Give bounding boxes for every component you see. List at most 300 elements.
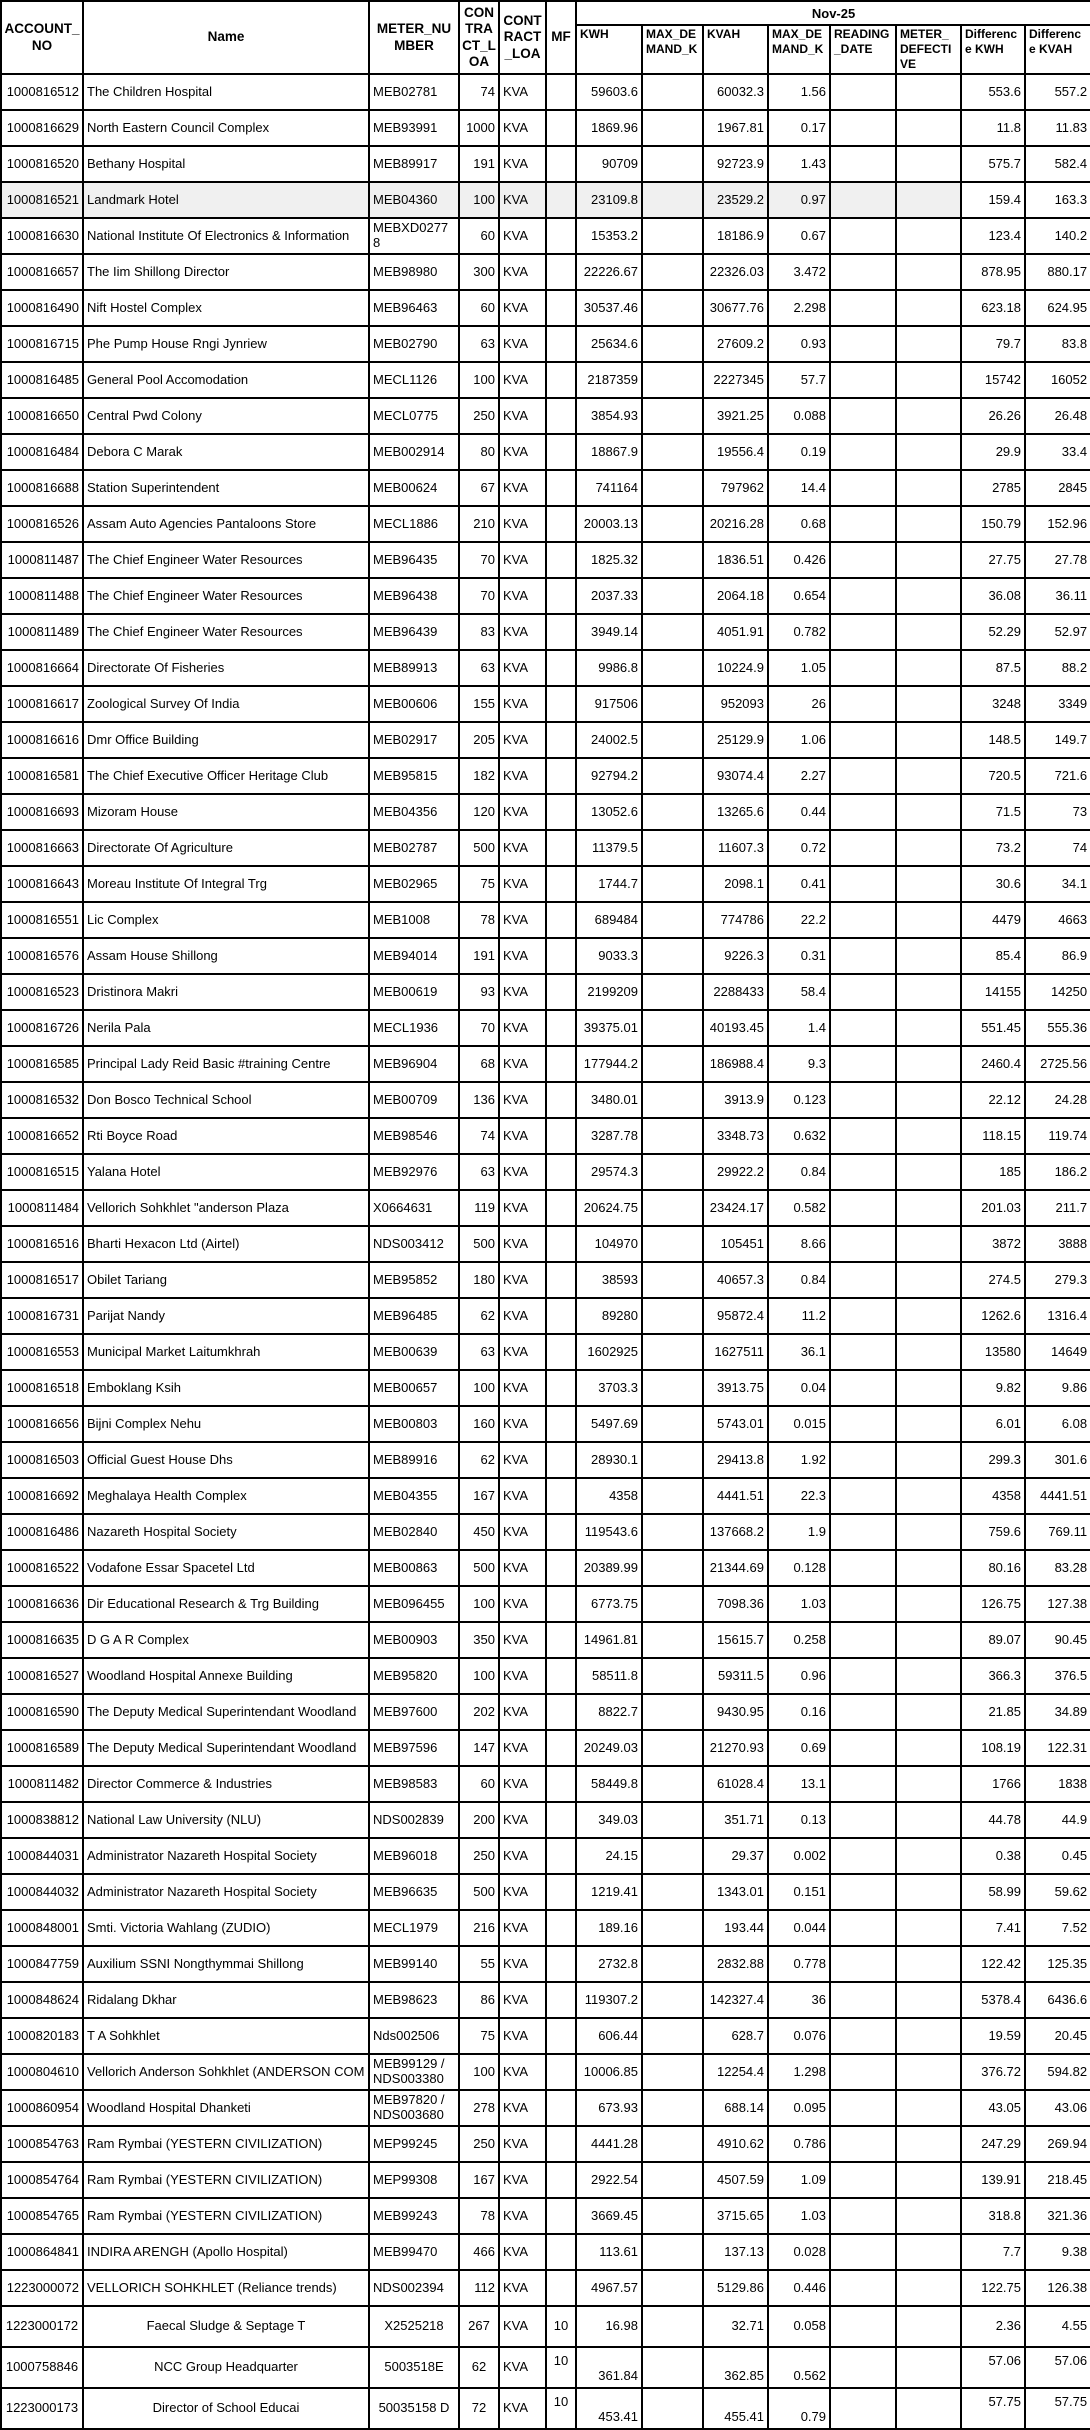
cell-reading-date[interactable] xyxy=(830,218,896,254)
cell-max-demand-1[interactable] xyxy=(642,794,703,830)
cell-contract-load[interactable]: 70 xyxy=(459,1010,499,1046)
cell-name[interactable]: Woodland Hospital Dhanketi xyxy=(83,2090,369,2126)
cell-contract-unit[interactable]: KVA xyxy=(499,1298,546,1334)
cell-name[interactable]: Faecal Sludge & Septage T xyxy=(83,2306,369,2347)
cell-meter-defective[interactable] xyxy=(896,1298,961,1334)
cell-reading-date[interactable] xyxy=(830,1586,896,1622)
cell-meter-defective[interactable] xyxy=(896,1550,961,1586)
cell-contract-unit[interactable]: KVA xyxy=(499,2018,546,2054)
cell-meter[interactable]: MEB99140 xyxy=(369,1946,459,1982)
cell-difference-kwh[interactable]: 87.5 xyxy=(961,650,1025,686)
cell-difference-kwh[interactable]: 720.5 xyxy=(961,758,1025,794)
cell-max-demand-2[interactable]: 1.9 xyxy=(768,1514,830,1550)
cell-contract-load[interactable]: 100 xyxy=(459,1370,499,1406)
cell-kvah[interactable]: 4051.91 xyxy=(703,614,768,650)
cell-mf[interactable] xyxy=(546,758,576,794)
cell-reading-date[interactable] xyxy=(830,434,896,470)
cell-kwh[interactable]: 20389.99 xyxy=(576,1550,642,1586)
cell-max-demand-2[interactable]: 1.56 xyxy=(768,74,830,110)
cell-contract-unit[interactable]: KVA xyxy=(499,2162,546,2198)
cell-account[interactable]: 1000816526 xyxy=(1,506,83,542)
cell-meter[interactable]: MECL1979 xyxy=(369,1910,459,1946)
cell-difference-kvah[interactable]: 321.36 xyxy=(1025,2198,1090,2234)
cell-meter[interactable]: NDS003412 xyxy=(369,1226,459,1262)
cell-meter[interactable]: 50035158 D xyxy=(369,2388,459,2429)
cell-reading-date[interactable] xyxy=(830,182,896,218)
cell-account[interactable]: 1000847759 xyxy=(1,1946,83,1982)
cell-max-demand-1[interactable] xyxy=(642,614,703,650)
cell-difference-kwh[interactable]: 553.6 xyxy=(961,74,1025,110)
cell-account[interactable]: 1000816520 xyxy=(1,146,83,182)
cell-reading-date[interactable] xyxy=(830,722,896,758)
cell-name[interactable]: T A Sohkhlet xyxy=(83,2018,369,2054)
cell-reading-date[interactable] xyxy=(830,1298,896,1334)
cell-mf[interactable]: 10 xyxy=(546,2388,576,2429)
cell-kwh[interactable]: 23109.8 xyxy=(576,182,642,218)
cell-meter[interactable]: MEB02787 xyxy=(369,830,459,866)
cell-max-demand-2[interactable]: 0.028 xyxy=(768,2234,830,2270)
cell-contract-unit[interactable]: KVA xyxy=(499,1766,546,1802)
cell-meter-defective[interactable] xyxy=(896,1046,961,1082)
cell-difference-kwh[interactable]: 4479 xyxy=(961,902,1025,938)
cell-reading-date[interactable] xyxy=(830,254,896,290)
cell-reading-date[interactable] xyxy=(830,1694,896,1730)
cell-difference-kwh[interactable]: 274.5 xyxy=(961,1262,1025,1298)
cell-difference-kvah[interactable]: 122.31 xyxy=(1025,1730,1090,1766)
cell-reading-date[interactable] xyxy=(830,146,896,182)
cell-name[interactable]: Nift Hostel Complex xyxy=(83,290,369,326)
cell-mf[interactable] xyxy=(546,2126,576,2162)
cell-max-demand-2[interactable]: 1.4 xyxy=(768,1010,830,1046)
cell-name[interactable]: Smti. Victoria Wahlang (ZUDIO) xyxy=(83,1910,369,1946)
cell-difference-kwh[interactable]: 26.26 xyxy=(961,398,1025,434)
cell-mf[interactable] xyxy=(546,650,576,686)
cell-kwh[interactable]: 39375.01 xyxy=(576,1010,642,1046)
cell-meter[interactable]: MEB98980 xyxy=(369,254,459,290)
cell-difference-kvah[interactable]: 211.7 xyxy=(1025,1190,1090,1226)
cell-mf[interactable] xyxy=(546,1046,576,1082)
cell-difference-kwh[interactable]: 7.41 xyxy=(961,1910,1025,1946)
cell-max-demand-2[interactable]: 0.44 xyxy=(768,794,830,830)
col-subheader-kwh[interactable]: KWH xyxy=(576,25,642,74)
cell-meter[interactable]: NDS002839 xyxy=(369,1802,459,1838)
cell-kvah[interactable]: 952093 xyxy=(703,686,768,722)
cell-difference-kwh[interactable]: 247.29 xyxy=(961,2126,1025,2162)
cell-name[interactable]: Obilet Tariang xyxy=(83,1262,369,1298)
cell-max-demand-2[interactable]: 0.96 xyxy=(768,1658,830,1694)
cell-meter-defective[interactable] xyxy=(896,830,961,866)
cell-kwh[interactable]: 20003.13 xyxy=(576,506,642,542)
cell-account[interactable]: 1000816636 xyxy=(1,1586,83,1622)
cell-difference-kvah[interactable]: 624.95 xyxy=(1025,290,1090,326)
cell-contract-load[interactable]: 210 xyxy=(459,506,499,542)
cell-contract-load[interactable]: 500 xyxy=(459,830,499,866)
cell-max-demand-1[interactable] xyxy=(642,1478,703,1514)
cell-name[interactable]: The Chief Engineer Water Resources xyxy=(83,578,369,614)
cell-kwh[interactable]: 673.93 xyxy=(576,2090,642,2126)
cell-contract-unit[interactable]: KVA xyxy=(499,362,546,398)
cell-meter-defective[interactable] xyxy=(896,902,961,938)
cell-max-demand-2[interactable]: 1.298 xyxy=(768,2054,830,2090)
cell-max-demand-2[interactable]: 0.446 xyxy=(768,2270,830,2306)
cell-meter-defective[interactable] xyxy=(896,2270,961,2306)
cell-reading-date[interactable] xyxy=(830,1334,896,1370)
cell-kwh[interactable]: 30537.46 xyxy=(576,290,642,326)
cell-difference-kwh[interactable]: 2460.4 xyxy=(961,1046,1025,1082)
cell-kvah[interactable]: 1967.81 xyxy=(703,110,768,146)
cell-meter[interactable]: MEB1008 xyxy=(369,902,459,938)
cell-account[interactable]: 1000758846 xyxy=(1,2347,83,2388)
cell-difference-kvah[interactable]: 880.17 xyxy=(1025,254,1090,290)
cell-kvah[interactable]: 4910.62 xyxy=(703,2126,768,2162)
cell-contract-unit[interactable]: KVA xyxy=(499,1370,546,1406)
cell-meter[interactable]: MEB96635 xyxy=(369,1874,459,1910)
cell-meter[interactable]: MEB99470 xyxy=(369,2234,459,2270)
cell-kwh[interactable]: 5497.69 xyxy=(576,1406,642,1442)
cell-difference-kwh[interactable]: 575.7 xyxy=(961,146,1025,182)
cell-contract-unit[interactable]: KVA xyxy=(499,2054,546,2090)
cell-mf[interactable] xyxy=(546,1874,576,1910)
cell-account[interactable]: 1000816616 xyxy=(1,722,83,758)
cell-kwh[interactable]: 2037.33 xyxy=(576,578,642,614)
cell-contract-unit[interactable]: KVA xyxy=(499,1550,546,1586)
cell-meter-defective[interactable] xyxy=(896,1514,961,1550)
cell-difference-kwh[interactable]: 1262.6 xyxy=(961,1298,1025,1334)
cell-meter-defective[interactable] xyxy=(896,1838,961,1874)
cell-max-demand-2[interactable]: 0.84 xyxy=(768,1154,830,1190)
cell-contract-load[interactable]: 78 xyxy=(459,902,499,938)
cell-difference-kvah[interactable]: 119.74 xyxy=(1025,1118,1090,1154)
cell-kwh[interactable]: 89280 xyxy=(576,1298,642,1334)
cell-contract-load[interactable]: 60 xyxy=(459,290,499,326)
col-subheader-meter-defective[interactable]: METER_DEFECTIVE xyxy=(896,25,961,74)
cell-max-demand-2[interactable]: 0.97 xyxy=(768,182,830,218)
cell-name[interactable]: Woodland Hospital Annexe Building xyxy=(83,1658,369,1694)
cell-difference-kwh[interactable]: 122.75 xyxy=(961,2270,1025,2306)
cell-difference-kvah[interactable]: 3349 xyxy=(1025,686,1090,722)
cell-account[interactable]: 1000816715 xyxy=(1,326,83,362)
cell-max-demand-2[interactable]: 0.16 xyxy=(768,1694,830,1730)
cell-meter-defective[interactable] xyxy=(896,254,961,290)
cell-contract-load[interactable]: 500 xyxy=(459,1550,499,1586)
cell-max-demand-2[interactable]: 0.562 xyxy=(768,2347,830,2388)
cell-kvah[interactable]: 3715.65 xyxy=(703,2198,768,2234)
cell-max-demand-2[interactable]: 0.778 xyxy=(768,1946,830,1982)
cell-meter[interactable]: MEB96018 xyxy=(369,1838,459,1874)
cell-contract-unit[interactable]: KVA xyxy=(499,1694,546,1730)
cell-reading-date[interactable] xyxy=(830,2162,896,2198)
cell-difference-kvah[interactable]: 14649 xyxy=(1025,1334,1090,1370)
cell-account[interactable]: 1000811487 xyxy=(1,542,83,578)
cell-reading-date[interactable] xyxy=(830,1910,896,1946)
cell-kwh[interactable]: 92794.2 xyxy=(576,758,642,794)
cell-kwh[interactable]: 24002.5 xyxy=(576,722,642,758)
cell-reading-date[interactable] xyxy=(830,1226,896,1262)
cell-name[interactable]: Ram Rymbai (YESTERN CIVILIZATION) xyxy=(83,2126,369,2162)
cell-account[interactable]: 1000848624 xyxy=(1,1982,83,2018)
cell-account[interactable]: 1000848001 xyxy=(1,1910,83,1946)
cell-account[interactable]: 1000811489 xyxy=(1,614,83,650)
cell-reading-date[interactable] xyxy=(830,758,896,794)
cell-kvah[interactable]: 137668.2 xyxy=(703,1514,768,1550)
col-subheader-reading-date[interactable]: READING_DATE xyxy=(830,25,896,74)
cell-kwh[interactable]: 4967.57 xyxy=(576,2270,642,2306)
cell-difference-kvah[interactable]: 582.4 xyxy=(1025,146,1090,182)
cell-kwh[interactable]: 13052.6 xyxy=(576,794,642,830)
cell-kvah[interactable]: 29.37 xyxy=(703,1838,768,1874)
cell-contract-load[interactable]: 300 xyxy=(459,254,499,290)
cell-difference-kwh[interactable]: 58.99 xyxy=(961,1874,1025,1910)
cell-max-demand-1[interactable] xyxy=(642,542,703,578)
cell-kwh[interactable]: 58449.8 xyxy=(576,1766,642,1802)
cell-max-demand-2[interactable]: 3.472 xyxy=(768,254,830,290)
cell-max-demand-2[interactable]: 0.632 xyxy=(768,1118,830,1154)
cell-contract-unit[interactable]: KVA xyxy=(499,2306,546,2347)
cell-contract-load[interactable]: 182 xyxy=(459,758,499,794)
cell-difference-kwh[interactable]: 1766 xyxy=(961,1766,1025,1802)
cell-max-demand-2[interactable]: 22.2 xyxy=(768,902,830,938)
cell-account[interactable]: 1223000072 xyxy=(1,2270,83,2306)
cell-meter[interactable]: MEP99245 xyxy=(369,2126,459,2162)
cell-contract-unit[interactable]: KVA xyxy=(499,2388,546,2429)
cell-difference-kwh[interactable]: 44.78 xyxy=(961,1802,1025,1838)
cell-name[interactable]: Vellorich Anderson Sohkhlet (ANDERSON COM xyxy=(83,2054,369,2090)
cell-reading-date[interactable] xyxy=(830,2270,896,2306)
cell-kwh[interactable]: 3703.3 xyxy=(576,1370,642,1406)
cell-contract-unit[interactable]: KVA xyxy=(499,1442,546,1478)
cell-max-demand-1[interactable] xyxy=(642,1118,703,1154)
cell-name[interactable]: Director Commerce & Industries xyxy=(83,1766,369,1802)
cell-contract-unit[interactable]: KVA xyxy=(499,290,546,326)
cell-mf[interactable] xyxy=(546,1982,576,2018)
cell-difference-kwh[interactable]: 85.4 xyxy=(961,938,1025,974)
cell-name[interactable]: Vellorich Sohkhlet "anderson Plaza xyxy=(83,1190,369,1226)
cell-max-demand-1[interactable] xyxy=(642,578,703,614)
cell-max-demand-1[interactable] xyxy=(642,1802,703,1838)
cell-meter[interactable]: X0664631 xyxy=(369,1190,459,1226)
cell-max-demand-1[interactable] xyxy=(642,2347,703,2388)
cell-name[interactable]: Ram Rymbai (YESTERN CIVILIZATION) xyxy=(83,2198,369,2234)
cell-account[interactable]: 1000811488 xyxy=(1,578,83,614)
cell-meter-defective[interactable] xyxy=(896,2018,961,2054)
cell-difference-kvah[interactable]: 1316.4 xyxy=(1025,1298,1090,1334)
cell-difference-kvah[interactable]: 34.89 xyxy=(1025,1694,1090,1730)
cell-reading-date[interactable] xyxy=(830,1874,896,1910)
cell-max-demand-1[interactable] xyxy=(642,1154,703,1190)
cell-max-demand-1[interactable] xyxy=(642,1622,703,1658)
cell-account[interactable]: 1000816576 xyxy=(1,938,83,974)
cell-kvah[interactable]: 7098.36 xyxy=(703,1586,768,1622)
cell-name[interactable]: Debora C Marak xyxy=(83,434,369,470)
cell-meter[interactable]: MEB98583 xyxy=(369,1766,459,1802)
cell-reading-date[interactable] xyxy=(830,1550,896,1586)
cell-contract-unit[interactable]: KVA xyxy=(499,614,546,650)
cell-max-demand-1[interactable] xyxy=(642,1262,703,1298)
cell-meter[interactable]: MEB00657 xyxy=(369,1370,459,1406)
cell-contract-load[interactable]: 450 xyxy=(459,1514,499,1550)
cell-contract-load[interactable]: 100 xyxy=(459,2054,499,2090)
cell-meter-defective[interactable] xyxy=(896,1874,961,1910)
cell-mf[interactable] xyxy=(546,1226,576,1262)
cell-mf[interactable] xyxy=(546,1082,576,1118)
cell-mf[interactable] xyxy=(546,1694,576,1730)
cell-difference-kvah[interactable]: 57.06 xyxy=(1025,2347,1090,2388)
cell-meter-defective[interactable] xyxy=(896,1802,961,1838)
cell-difference-kvah[interactable]: 44.9 xyxy=(1025,1802,1090,1838)
cell-kvah[interactable]: 362.85 xyxy=(703,2347,768,2388)
cell-contract-unit[interactable]: KVA xyxy=(499,938,546,974)
cell-contract-load[interactable]: 93 xyxy=(459,974,499,1010)
cell-max-demand-2[interactable]: 0.058 xyxy=(768,2306,830,2347)
cell-max-demand-1[interactable] xyxy=(642,1082,703,1118)
cell-difference-kwh[interactable]: 36.08 xyxy=(961,578,1025,614)
cell-account[interactable]: 1000816553 xyxy=(1,1334,83,1370)
cell-difference-kvah[interactable]: 140.2 xyxy=(1025,218,1090,254)
cell-difference-kvah[interactable]: 16052 xyxy=(1025,362,1090,398)
cell-difference-kvah[interactable]: 4663 xyxy=(1025,902,1090,938)
cell-account[interactable]: 1000816585 xyxy=(1,1046,83,1082)
cell-kwh[interactable]: 2187359 xyxy=(576,362,642,398)
cell-max-demand-2[interactable]: 2.298 xyxy=(768,290,830,326)
cell-contract-unit[interactable]: KVA xyxy=(499,866,546,902)
cell-kvah[interactable]: 23529.2 xyxy=(703,182,768,218)
cell-kvah[interactable]: 29922.2 xyxy=(703,1154,768,1190)
cell-contract-load[interactable]: 119 xyxy=(459,1190,499,1226)
cell-meter[interactable]: Nds002506 xyxy=(369,2018,459,2054)
cell-name[interactable]: Mizoram House xyxy=(83,794,369,830)
cell-meter-defective[interactable] xyxy=(896,1190,961,1226)
cell-account[interactable]: 1223000173 xyxy=(1,2388,83,2429)
cell-meter[interactable]: MEB02965 xyxy=(369,866,459,902)
cell-mf[interactable] xyxy=(546,1478,576,1514)
cell-meter[interactable]: MEB96463 xyxy=(369,290,459,326)
cell-kwh[interactable]: 3287.78 xyxy=(576,1118,642,1154)
cell-name[interactable]: INDIRA ARENGH (Apollo Hospital) xyxy=(83,2234,369,2270)
cell-difference-kvah[interactable]: 7.52 xyxy=(1025,1910,1090,1946)
cell-kvah[interactable]: 22326.03 xyxy=(703,254,768,290)
cell-difference-kvah[interactable]: 279.3 xyxy=(1025,1262,1090,1298)
cell-contract-unit[interactable]: KVA xyxy=(499,2198,546,2234)
cell-kwh[interactable]: 3854.93 xyxy=(576,398,642,434)
cell-kwh[interactable]: 10006.85 xyxy=(576,2054,642,2090)
cell-account[interactable]: 1000854764 xyxy=(1,2162,83,2198)
cell-kwh[interactable]: 689484 xyxy=(576,902,642,938)
cell-contract-load[interactable]: 167 xyxy=(459,1478,499,1514)
cell-meter-defective[interactable] xyxy=(896,470,961,506)
cell-difference-kvah[interactable]: 20.45 xyxy=(1025,2018,1090,2054)
cell-mf[interactable] xyxy=(546,1730,576,1766)
cell-meter[interactable]: MEB096455 xyxy=(369,1586,459,1622)
cell-mf[interactable] xyxy=(546,614,576,650)
cell-kwh[interactable]: 22226.67 xyxy=(576,254,642,290)
cell-max-demand-2[interactable]: 9.3 xyxy=(768,1046,830,1082)
cell-mf[interactable] xyxy=(546,722,576,758)
cell-meter[interactable]: MEB00639 xyxy=(369,1334,459,1370)
cell-difference-kvah[interactable]: 4.55 xyxy=(1025,2306,1090,2347)
cell-max-demand-2[interactable]: 36 xyxy=(768,1982,830,2018)
cell-name[interactable]: VELLORICH SOHKHLET (Reliance trends) xyxy=(83,2270,369,2306)
cell-kwh[interactable]: 2732.8 xyxy=(576,1946,642,1982)
cell-mf[interactable] xyxy=(546,506,576,542)
cell-meter[interactable]: MEB96435 xyxy=(369,542,459,578)
cell-difference-kwh[interactable]: 21.85 xyxy=(961,1694,1025,1730)
cell-reading-date[interactable] xyxy=(830,1406,896,1442)
cell-contract-load[interactable]: 500 xyxy=(459,1874,499,1910)
cell-meter[interactable]: MEB99243 xyxy=(369,2198,459,2234)
cell-account[interactable]: 1000816688 xyxy=(1,470,83,506)
cell-account[interactable]: 1000816590 xyxy=(1,1694,83,1730)
cell-max-demand-1[interactable] xyxy=(642,254,703,290)
cell-kvah[interactable]: 137.13 xyxy=(703,2234,768,2270)
cell-mf[interactable] xyxy=(546,1442,576,1478)
cell-kwh[interactable]: 113.61 xyxy=(576,2234,642,2270)
cell-meter-defective[interactable] xyxy=(896,362,961,398)
cell-reading-date[interactable] xyxy=(830,1190,896,1226)
cell-difference-kvah[interactable]: 2845 xyxy=(1025,470,1090,506)
cell-contract-load[interactable]: 180 xyxy=(459,1262,499,1298)
cell-name[interactable]: The Deputy Medical Superintendant Woodland xyxy=(83,1694,369,1730)
cell-contract-load[interactable]: 191 xyxy=(459,146,499,182)
cell-contract-unit[interactable]: KVA xyxy=(499,434,546,470)
cell-contract-load[interactable]: 155 xyxy=(459,686,499,722)
cell-difference-kvah[interactable]: 88.2 xyxy=(1025,650,1090,686)
cell-meter[interactable]: MEB00803 xyxy=(369,1406,459,1442)
cell-name[interactable]: Moreau Institute Of Integral Trg xyxy=(83,866,369,902)
cell-difference-kvah[interactable]: 2725.56 xyxy=(1025,1046,1090,1082)
cell-contract-unit[interactable]: KVA xyxy=(499,254,546,290)
cell-max-demand-1[interactable] xyxy=(642,686,703,722)
cell-meter[interactable]: MEB95815 xyxy=(369,758,459,794)
cell-difference-kwh[interactable]: 11.8 xyxy=(961,110,1025,146)
cell-meter-defective[interactable] xyxy=(896,1262,961,1298)
cell-difference-kvah[interactable]: 74 xyxy=(1025,830,1090,866)
cell-kwh[interactable]: 25634.6 xyxy=(576,326,642,362)
cell-difference-kwh[interactable]: 79.7 xyxy=(961,326,1025,362)
cell-max-demand-2[interactable]: 0.13 xyxy=(768,1802,830,1838)
cell-name[interactable]: Dristinora Makri xyxy=(83,974,369,1010)
cell-difference-kwh[interactable]: 13580 xyxy=(961,1334,1025,1370)
cell-name[interactable]: Directorate Of Agriculture xyxy=(83,830,369,866)
cell-difference-kvah[interactable]: 594.82 xyxy=(1025,2054,1090,2090)
cell-meter[interactable]: MEB99129 / NDS003380 xyxy=(369,2054,459,2090)
cell-difference-kwh[interactable]: 15742 xyxy=(961,362,1025,398)
cell-mf[interactable] xyxy=(546,1118,576,1154)
cell-difference-kwh[interactable]: 3872 xyxy=(961,1226,1025,1262)
cell-meter-defective[interactable] xyxy=(896,974,961,1010)
cell-mf[interactable] xyxy=(546,1550,576,1586)
cell-name[interactable]: The Chief Engineer Water Resources xyxy=(83,614,369,650)
cell-meter-defective[interactable] xyxy=(896,758,961,794)
cell-kwh[interactable]: 104970 xyxy=(576,1226,642,1262)
cell-kvah[interactable]: 23424.17 xyxy=(703,1190,768,1226)
cell-difference-kvah[interactable]: 36.11 xyxy=(1025,578,1090,614)
cell-mf[interactable] xyxy=(546,1406,576,1442)
cell-contract-load[interactable]: 63 xyxy=(459,1334,499,1370)
cell-contract-load[interactable]: 70 xyxy=(459,542,499,578)
cell-difference-kwh[interactable]: 759.6 xyxy=(961,1514,1025,1550)
cell-kvah[interactable]: 20216.28 xyxy=(703,506,768,542)
cell-meter[interactable]: NDS002394 xyxy=(369,2270,459,2306)
cell-max-demand-1[interactable] xyxy=(642,2090,703,2126)
cell-max-demand-1[interactable] xyxy=(642,1730,703,1766)
cell-name[interactable]: Directorate Of Fisheries xyxy=(83,650,369,686)
cell-kwh[interactable]: 15353.2 xyxy=(576,218,642,254)
cell-kwh[interactable]: 90709 xyxy=(576,146,642,182)
cell-contract-unit[interactable]: KVA xyxy=(499,1154,546,1190)
cell-reading-date[interactable] xyxy=(830,2018,896,2054)
cell-meter-defective[interactable] xyxy=(896,1370,961,1406)
cell-kvah[interactable]: 2227345 xyxy=(703,362,768,398)
